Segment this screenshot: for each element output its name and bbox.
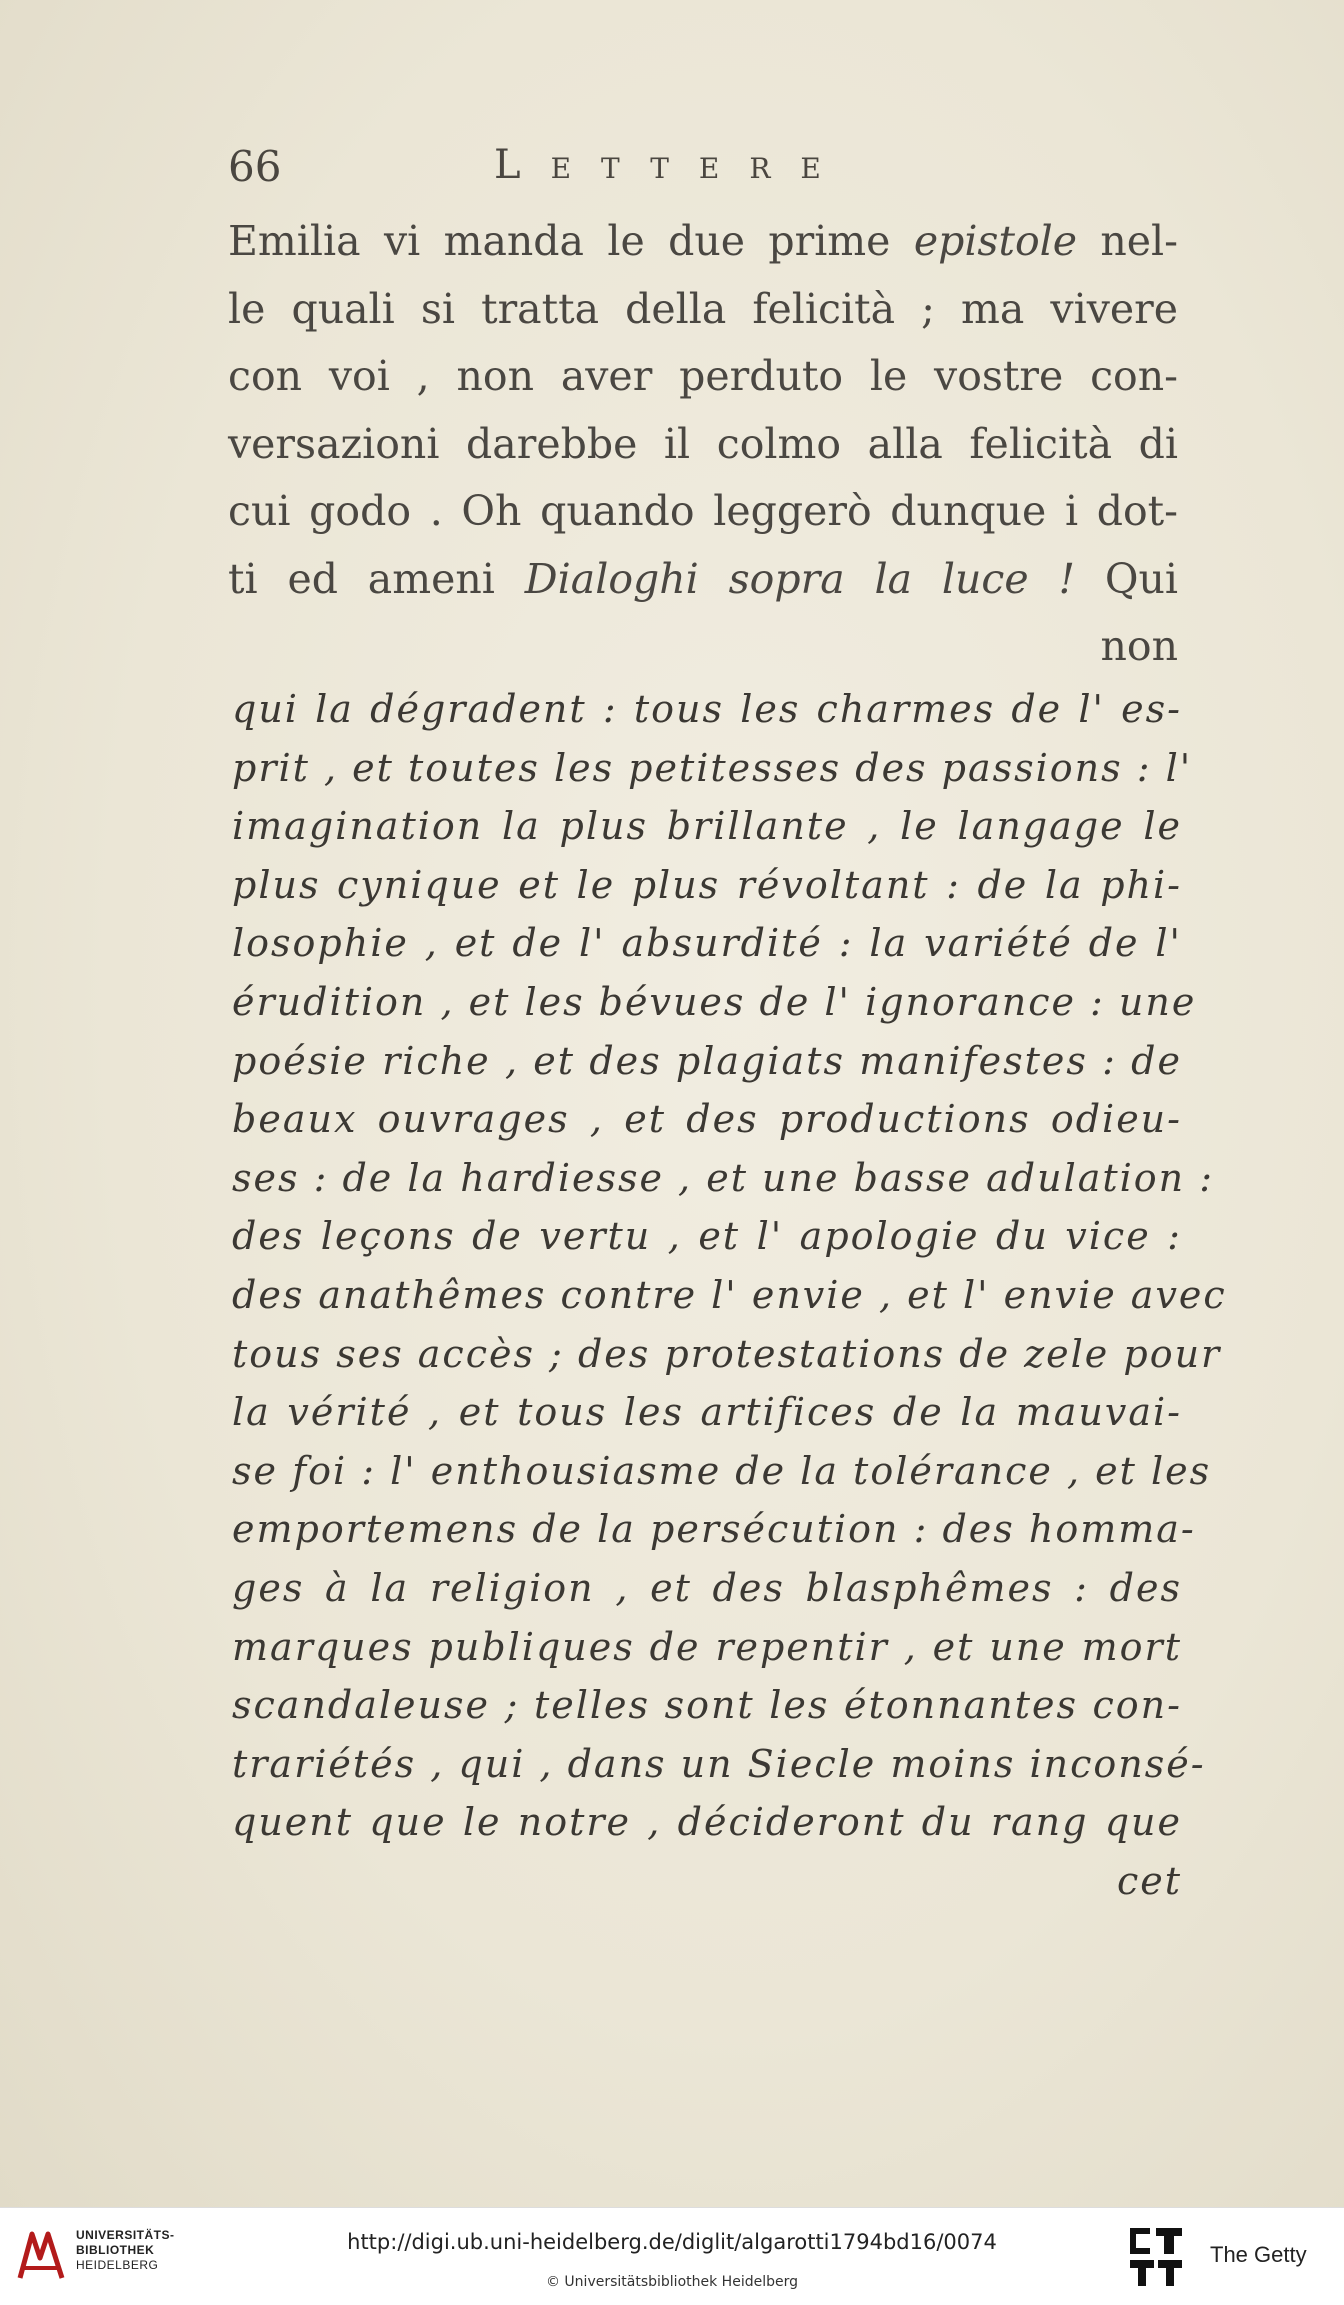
text-line: qui la dégradent : tous les charmes de l' es- — [232, 687, 1182, 731]
text-line: des leçons de vertu , et l' apologie du vice : — [232, 1214, 1182, 1259]
getty-label: The Getty — [1210, 2242, 1307, 2267]
getty-logo[interactable] — [1128, 2226, 1334, 2290]
permalink-url[interactable]: http://digi.ub.uni-heidelberg.de/diglit/algarotti1794bd16/0074 — [347, 2230, 997, 2254]
text-line: cui godo . Oh quando leggerò dunque i dot- — [228, 487, 1178, 535]
text-line: quent que le notre , décideront du rang que — [232, 1800, 1182, 1845]
text-line: emportemens de la persécution : des homma- — [232, 1507, 1196, 1552]
viewer-footer — [0, 2207, 1344, 2305]
text-line: losophie , et de l' absurdité : la variété de l' — [232, 921, 1182, 966]
text-line: le quali si tratta della felicità ; ma vivere — [228, 284, 1178, 333]
text-line: con voi , non aver perduto le vostre con- — [228, 352, 1178, 400]
text-line: plus cynique et le plus révoltant : de la phi- — [232, 862, 1182, 907]
library-name-line2: BIBLIOTHEK — [76, 2243, 155, 2257]
text-line: poésie riche , et des plagiats manifestes : de — [232, 1038, 1182, 1083]
text-line: imagination la plus brillante , le langage le — [232, 804, 1182, 849]
text-line: trariétés , qui , dans un Siecle moins inconsé- — [232, 1741, 1206, 1786]
library-name-line3: HEIDELBERG — [76, 2258, 159, 2272]
text-line: se foi : l' enthousiasme de la tolérance , et les — [232, 1448, 1212, 1493]
catchword: non — [1100, 622, 1178, 670]
getty-mark-icon — [1128, 2226, 1186, 2288]
text-line: versazioni darebbe il colmo alla felicità di — [228, 419, 1178, 468]
text-line: érudition , et les bévues de l' ignorance : une — [232, 979, 1197, 1024]
text-line: scandaleuse ; telles sont les étonnantes con- — [232, 1683, 1182, 1728]
text-line: beaux ouvrages , et des productions odieu- — [232, 1097, 1182, 1142]
running-head: Lettere — [494, 142, 851, 188]
text-line: marques publiques de repentir , et une mort — [232, 1624, 1182, 1669]
text-line: tous ses accès ; des protestations de zele pour — [232, 1331, 1222, 1376]
page-number: 66 — [228, 142, 282, 191]
copyright-notice: © Universitätsbibliothek Heidelberg — [545, 2274, 798, 2290]
text-line: Emilia vi manda le due prime epistole nel- — [228, 217, 1179, 265]
french-text-block — [232, 680, 1227, 1910]
text-line: prit , et toutes les petitesses des passions : l' — [232, 745, 1193, 790]
italian-text-block — [228, 208, 1178, 681]
text-line: ses : de la hardiesse , et une basse adulation : — [232, 1155, 1215, 1200]
catchword: cet — [1116, 1858, 1182, 1903]
text-line: ges à la religion , et des blasphêmes : des — [232, 1565, 1182, 1610]
text-line: ti ed ameni Dialoghi sopra la luce ! Qui — [228, 554, 1178, 603]
text-line: la vérité , et tous les artifices de la mauvai- — [232, 1390, 1182, 1435]
text-line: des anathêmes contre l' envie , et l' envie avec — [232, 1272, 1227, 1317]
library-name-line1: UNIVERSITÄTS- — [76, 2228, 175, 2242]
page-header — [228, 142, 928, 192]
